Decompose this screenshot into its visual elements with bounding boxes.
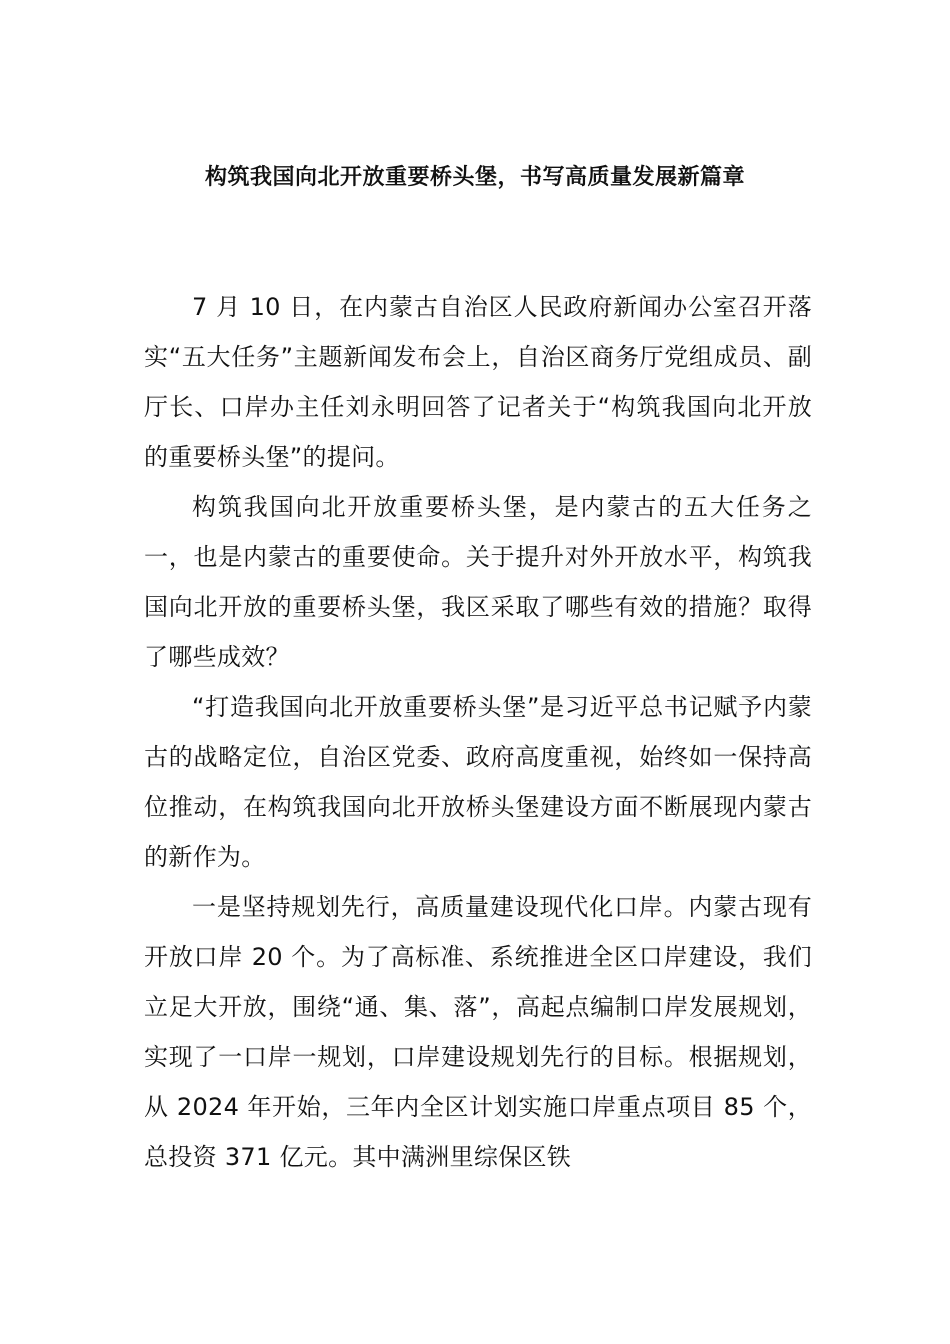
- paragraph-3: “打造我国向北开放重要桥头堡”是习近平总书记赋予内蒙古的战略定位，自治区党委、政府高度重视，始终如一保持高位推动，在构筑我国向北开放桥头堡建设方面不断展现内蒙古的新作为。: [144, 693, 812, 871]
- document-title: 构筑我国向北开放重要桥头堡，书写高质量发展新篇章: [204, 165, 745, 190]
- paragraph-1: 7 月 10 日，在内蒙古自治区人民政府新闻办公室召开落实“五大任务”主题新闻发布会上，自治区商务厅党组成员、副厅长、口岸办主任刘永明回答了记者关于“构筑我国向北开放的重要桥头堡”的提问。: [144, 293, 812, 471]
- paragraph-4: 一是坚持规划先行，高质量建设现代化口岸。内蒙古现有开放口岸 20 个。为了高标准、系统推进全区口岸建设，我们立足大开放，围绕“通、集、落”，高起点编制口岸发展规划，实现了一口岸一规划，口岸建设规划先行的目标。根据规划，从 2024 年开始，三年内全区计划实施口岸重点项目 85 个，总投资 371 亿元。其中满洲里综保区铁: [144, 893, 812, 1171]
- document-body: [144, 282, 812, 1182]
- paragraph-2: 构筑我国向北开放重要桥头堡，是内蒙古的五大任务之一，也是内蒙古的重要使命。关于提升对外开放水平，构筑我国向北开放的重要桥头堡，我区采取了哪些有效的措施？取得了哪些成效？: [144, 493, 812, 671]
